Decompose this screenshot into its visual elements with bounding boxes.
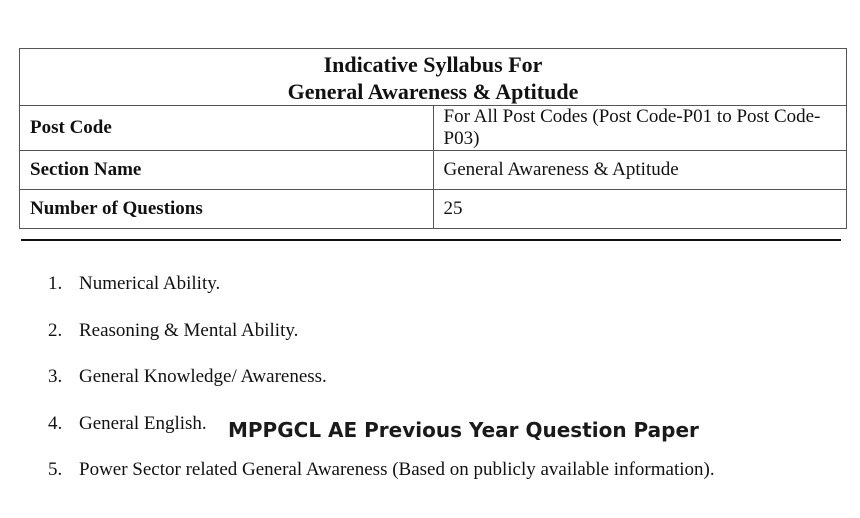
list-item-number: 1. <box>48 273 63 294</box>
list-item-text: Numerical Ability. <box>79 273 221 294</box>
list-item-number: 3. <box>48 366 63 387</box>
list-item-number: 5. <box>48 459 63 480</box>
section-name-label: Section Name <box>20 151 434 190</box>
syllabus-table <box>19 48 847 229</box>
table-title-row <box>20 49 847 106</box>
table-title-line-1: Indicative Syllabus For <box>323 51 543 77</box>
table-title-line-2: General Awareness & Aptitude <box>287 78 579 104</box>
table-row-section-name <box>20 151 847 190</box>
number-of-questions-value: 25 <box>433 190 847 229</box>
list-item-text: Reasoning & Mental Ability. <box>79 319 299 341</box>
table-row-number-of-questions <box>20 190 847 229</box>
overlay-caption: MPPGCL AE Previous Year Question Paper <box>228 418 699 442</box>
list-item-text: General English. <box>79 412 207 434</box>
post-code-value: For All Post Codes (Post Code-P01 to Post Code-P03) <box>433 106 847 151</box>
section-name-value: General Awareness & Aptitude <box>433 151 847 190</box>
table-title <box>20 49 847 106</box>
list-item-text: Power Sector related General Awareness (Based on publicly available information). <box>79 459 715 480</box>
number-of-questions-label: Number of Questions <box>20 190 434 229</box>
list-item-number: 4. <box>48 412 63 434</box>
table-row-post-code <box>20 106 847 151</box>
post-code-label: Post Code <box>20 106 434 151</box>
horizontal-divider <box>21 239 841 241</box>
list-item-number: 2. <box>48 319 63 341</box>
list-item-text: General Knowledge/ Awareness. <box>79 366 327 387</box>
